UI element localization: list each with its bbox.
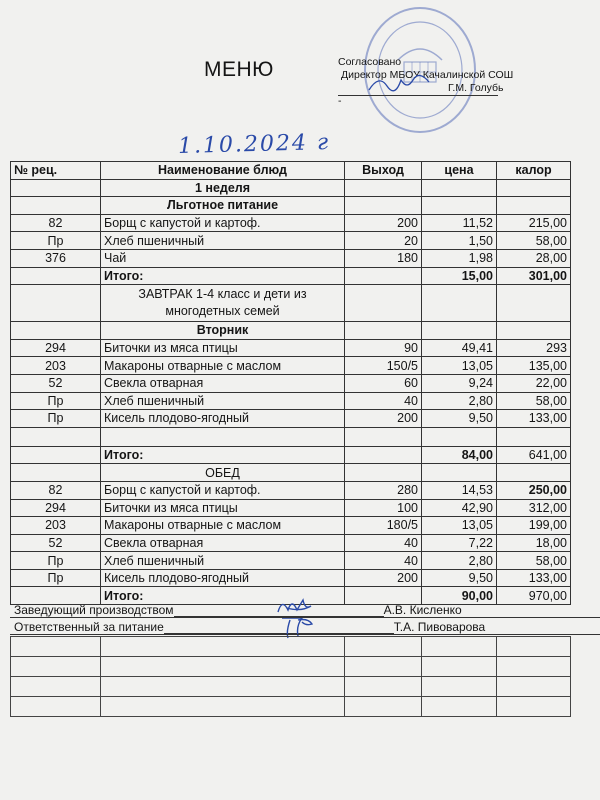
col-header-price: цена (422, 162, 497, 180)
table-row (11, 339, 571, 357)
dish-price: 42,90 (422, 499, 497, 517)
nutrition-label: Ответственный за питание (14, 620, 164, 634)
dish-kcal: 133,00 (497, 569, 571, 587)
dish-yield: 180 (345, 249, 422, 267)
day-label: Вторник (101, 322, 345, 340)
dish-price: 9,24 (422, 374, 497, 392)
recipe-code: 82 (11, 481, 101, 499)
dish-name: Биточки из мяса птицы (101, 499, 345, 517)
dish-price: 11,52 (422, 214, 497, 232)
dish-name: Кисель плодово-ягодный (101, 410, 345, 428)
recipe-code: 82 (11, 214, 101, 232)
dish-kcal: 215,00 (497, 214, 571, 232)
table-row (11, 392, 571, 410)
empty-row (11, 697, 571, 717)
dish-price: 13,05 (422, 517, 497, 535)
section-row (11, 179, 571, 197)
dish-kcal: 58,00 (497, 552, 571, 570)
empty-grid (10, 636, 571, 717)
dish-kcal: 250,00 (497, 481, 571, 499)
dish-yield: 100 (345, 499, 422, 517)
dish-name: Свекла отварная (101, 534, 345, 552)
dish-name: Кисель плодово-ягодный (101, 569, 345, 587)
total-row (11, 446, 571, 464)
recipe-code: 203 (11, 357, 101, 375)
total-kcal: 641,00 (497, 446, 571, 464)
dish-name: Хлеб пшеничный (101, 392, 345, 410)
dish-name: Макароны отварные с маслом (101, 517, 345, 535)
dish-kcal: 58,00 (497, 232, 571, 250)
dish-kcal: 58,00 (497, 392, 571, 410)
divider (10, 634, 600, 635)
dish-price: 14,53 (422, 481, 497, 499)
empty-row (11, 637, 571, 657)
recipe-code: 52 (11, 534, 101, 552)
dish-kcal: 199,00 (497, 517, 571, 535)
approval-line-1: Согласовано (338, 56, 402, 68)
dish-kcal: 293 (497, 339, 571, 357)
recipe-code: 52 (11, 374, 101, 392)
col-header-kcal: калор (497, 162, 571, 180)
total-label: Итого: (101, 587, 345, 605)
dish-name: Биточки из мяса птицы (101, 339, 345, 357)
total-kcal: 301,00 (497, 267, 571, 285)
recipe-code: Пр (11, 392, 101, 410)
week-label: 1 неделя (101, 179, 345, 197)
dish-price: 9,50 (422, 410, 497, 428)
table-row (11, 481, 571, 499)
section-row (11, 197, 571, 215)
approval-line-4: - (338, 95, 342, 107)
dish-name: Макароны отварные с маслом (101, 357, 345, 375)
dish-kcal: 135,00 (497, 357, 571, 375)
col-header-code: № рец. (11, 162, 101, 180)
dish-yield: 40 (345, 552, 422, 570)
dish-yield: 60 (345, 374, 422, 392)
dish-kcal: 28,00 (497, 249, 571, 267)
dish-yield: 40 (345, 534, 422, 552)
benefit-label: Льготное питание (101, 197, 345, 215)
dish-name: Борщ с капустой и картоф. (101, 481, 345, 499)
production-label: Заведующий производством (14, 603, 174, 617)
dish-name: Чай (101, 249, 345, 267)
dish-yield: 20 (345, 232, 422, 250)
col-header-name: Наименование блюд (101, 162, 345, 180)
empty-row (11, 677, 571, 697)
table-row (11, 410, 571, 428)
table-row (11, 374, 571, 392)
section-row (11, 464, 571, 482)
total-label: Итого: (101, 446, 345, 464)
dish-kcal: 133,00 (497, 410, 571, 428)
handwritten-date: 1.10.2024 г (177, 130, 331, 159)
empty-row (11, 657, 571, 677)
total-label: Итого: (101, 267, 345, 285)
recipe-code: Пр (11, 569, 101, 587)
dish-name: Борщ с капустой и картоф. (101, 214, 345, 232)
dish-yield: 280 (345, 481, 422, 499)
dish-name: Свекла отварная (101, 374, 345, 392)
dish-yield: 150/5 (345, 357, 422, 375)
table-row (11, 214, 571, 232)
recipe-code: Пр (11, 410, 101, 428)
col-header-yield: Выход (345, 162, 422, 180)
recipe-code: Пр (11, 552, 101, 570)
dish-price: 9,50 (422, 569, 497, 587)
table-row (11, 534, 571, 552)
section-row (11, 285, 571, 322)
dish-price: 1,98 (422, 249, 497, 267)
dish-price: 1,50 (422, 232, 497, 250)
table-row (11, 499, 571, 517)
nutrition-signature-line (14, 620, 485, 634)
dish-name: Хлеб пшеничный (101, 232, 345, 250)
approval-director-name: Г.М. Голубь (448, 82, 504, 94)
recipe-code: 203 (11, 517, 101, 535)
page-title: МЕНЮ (204, 58, 274, 81)
approval-line-2: Директор МБОУ Качалинской СОШ (341, 69, 514, 81)
dish-price: 7,22 (422, 534, 497, 552)
production-signature-line (14, 603, 462, 617)
dish-price: 2,80 (422, 552, 497, 570)
breakfast-label: ЗАВТРАК 1-4 класс и дети из многодетных семей (101, 285, 345, 322)
lunch-label: ОБЕД (101, 464, 345, 482)
empty-row (11, 427, 571, 446)
dish-kcal: 22,00 (497, 374, 571, 392)
section-row (11, 322, 571, 340)
dish-kcal: 312,00 (497, 499, 571, 517)
dish-yield: 200 (345, 569, 422, 587)
table-header-row (11, 162, 571, 180)
dish-name: Хлеб пшеничный (101, 552, 345, 570)
menu-table (10, 161, 571, 605)
recipe-code: 294 (11, 339, 101, 357)
total-kcal: 970,00 (497, 587, 571, 605)
table-row (11, 552, 571, 570)
production-name: А.В. Кисленко (383, 603, 462, 617)
total-price: 84,00 (422, 446, 497, 464)
dish-kcal: 18,00 (497, 534, 571, 552)
recipe-code: Пр (11, 232, 101, 250)
table-row (11, 232, 571, 250)
dish-price: 49,41 (422, 339, 497, 357)
dish-price: 2,80 (422, 392, 497, 410)
total-price: 90,00 (422, 587, 497, 605)
table-row (11, 357, 571, 375)
dish-yield: 180/5 (345, 517, 422, 535)
recipe-code: 376 (11, 249, 101, 267)
dish-yield: 90 (345, 339, 422, 357)
nutrition-name: Т.А. Пивоварова (393, 620, 486, 634)
table-row (11, 569, 571, 587)
total-price: 15,00 (422, 267, 497, 285)
divider (10, 617, 600, 618)
dish-price: 13,05 (422, 357, 497, 375)
dish-yield: 200 (345, 410, 422, 428)
director-signature (365, 70, 435, 98)
total-row (11, 267, 571, 285)
dish-yield: 200 (345, 214, 422, 232)
table-row (11, 517, 571, 535)
table-row (11, 249, 571, 267)
dish-yield: 40 (345, 392, 422, 410)
recipe-code: 294 (11, 499, 101, 517)
